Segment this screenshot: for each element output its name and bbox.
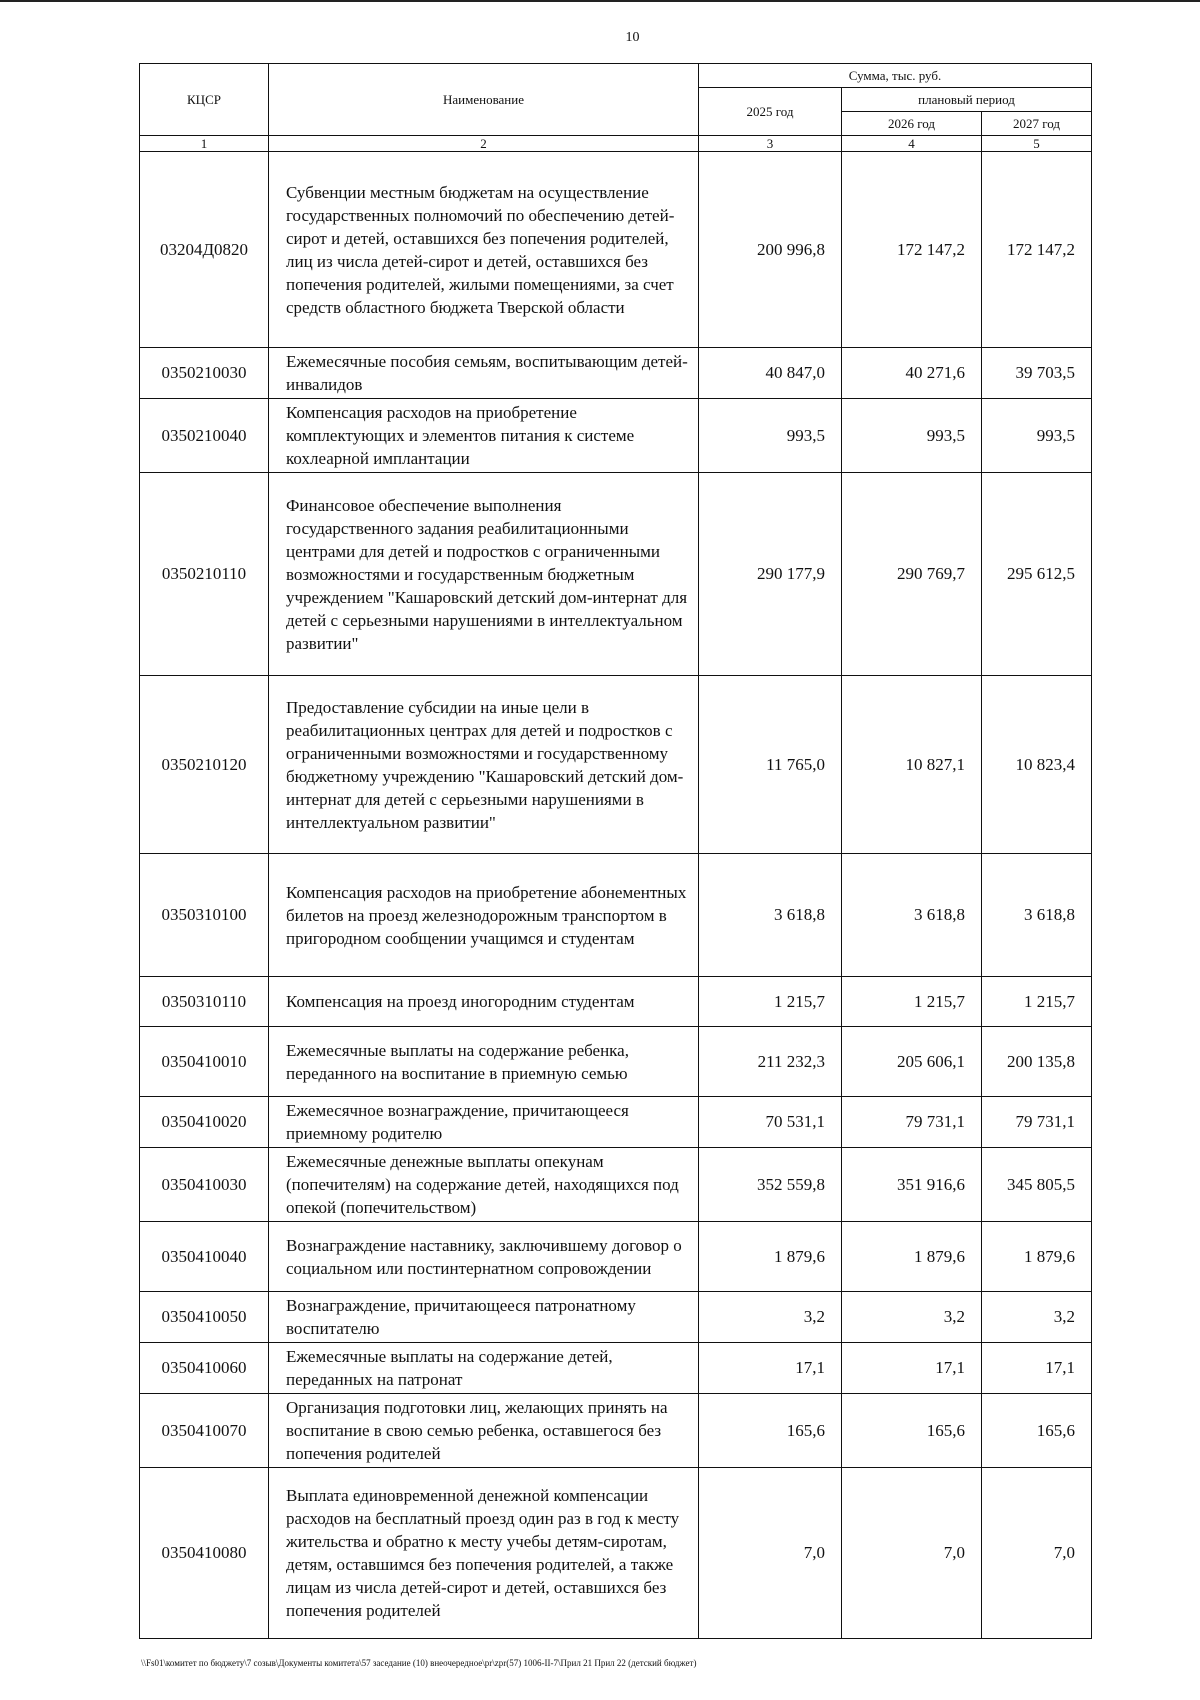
row-value-2025: 40 847,0 xyxy=(699,348,842,399)
row-name: Компенсация расходов на приобретение комплектующих и элементов питания к системе кохлеарной имплантации xyxy=(269,399,699,473)
row-value-2025: 290 177,9 xyxy=(699,473,842,676)
table-row xyxy=(140,348,1092,399)
row-value-2027: 10 823,4 xyxy=(982,676,1092,854)
row-name: Вознаграждение, причитающееся патронатному воспитателю xyxy=(269,1292,699,1343)
row-value-2027: 7,0 xyxy=(982,1468,1092,1639)
row-value-2026: 993,5 xyxy=(842,399,982,473)
row-value-2026: 3,2 xyxy=(842,1292,982,1343)
row-name: Компенсация расходов на приобретение абонементных билетов на проезд железнодорожным транспортом в пригородном сообщении учащимся и студентам xyxy=(269,854,699,977)
row-value-2025: 993,5 xyxy=(699,399,842,473)
header-year-2025: 2025 год xyxy=(699,88,842,136)
table-row xyxy=(140,854,1092,977)
table-row xyxy=(140,473,1092,676)
column-number: 3 xyxy=(699,136,842,152)
row-value-2027: 165,6 xyxy=(982,1394,1092,1468)
row-value-2025: 3,2 xyxy=(699,1292,842,1343)
table-row xyxy=(140,1394,1092,1468)
header-year-2026: 2026 год xyxy=(842,112,982,136)
row-code: 0350410030 xyxy=(140,1148,269,1222)
row-name: Вознаграждение наставнику, заключившему договор о социальном или постинтернатном сопровождении xyxy=(269,1222,699,1292)
table-row xyxy=(140,676,1092,854)
table-row xyxy=(140,152,1092,348)
row-value-2026: 1 879,6 xyxy=(842,1222,982,1292)
row-name: Ежемесячное вознаграждение, причитающееся приемному родителю xyxy=(269,1097,699,1148)
row-value-2026: 79 731,1 xyxy=(842,1097,982,1148)
row-value-2026: 17,1 xyxy=(842,1343,982,1394)
row-code: 03204Д0820 xyxy=(140,152,269,348)
table-row xyxy=(140,1097,1092,1148)
row-code: 0350210120 xyxy=(140,676,269,854)
row-value-2025: 11 765,0 xyxy=(699,676,842,854)
row-value-2026: 1 215,7 xyxy=(842,977,982,1027)
row-value-2025: 70 531,1 xyxy=(699,1097,842,1148)
row-value-2026: 205 606,1 xyxy=(842,1027,982,1097)
table-row xyxy=(140,977,1092,1027)
row-code: 0350310110 xyxy=(140,977,269,1027)
header-code: КЦСР xyxy=(140,64,269,136)
column-number: 5 xyxy=(982,136,1092,152)
row-value-2027: 1 879,6 xyxy=(982,1222,1092,1292)
row-value-2027: 295 612,5 xyxy=(982,473,1092,676)
budget-table xyxy=(139,63,1092,1639)
row-code: 0350410010 xyxy=(140,1027,269,1097)
row-code: 0350410070 xyxy=(140,1394,269,1468)
row-name: Ежемесячные выплаты на содержание детей, переданных на патронат xyxy=(269,1343,699,1394)
row-value-2025: 17,1 xyxy=(699,1343,842,1394)
row-code: 0350410040 xyxy=(140,1222,269,1292)
header-planned-period: плановый период xyxy=(842,88,1092,112)
column-number-row xyxy=(140,136,1092,152)
row-value-2027: 172 147,2 xyxy=(982,152,1092,348)
row-name: Ежемесячные пособия семьям, воспитывающим детей-инвалидов xyxy=(269,348,699,399)
row-value-2026: 10 827,1 xyxy=(842,676,982,854)
column-number: 1 xyxy=(140,136,269,152)
column-number: 4 xyxy=(842,136,982,152)
row-value-2027: 993,5 xyxy=(982,399,1092,473)
footer-file-path: \\Fs01\комитет по бюджету\7 созыв\Документы комитета\57 заседание (10) внеочередное\pr\zpr(57) 1006-II-7\Прил 21 Прил 22 (детский бюджет) xyxy=(141,1658,697,1668)
row-value-2027: 200 135,8 xyxy=(982,1027,1092,1097)
row-value-2026: 165,6 xyxy=(842,1394,982,1468)
header-year-2027: 2027 год xyxy=(982,112,1092,136)
row-value-2026: 290 769,7 xyxy=(842,473,982,676)
page-top-border xyxy=(0,0,1200,2)
page-number: 10 xyxy=(625,30,640,45)
row-code: 0350210110 xyxy=(140,473,269,676)
row-code: 0350410080 xyxy=(140,1468,269,1639)
row-code: 0350210040 xyxy=(140,399,269,473)
row-name: Выплата единовременной денежной компенсации расходов на бесплатный проезд один раз в год к месту жительства и обратно к месту учебы детям-сиротам, детям, оставшимся без попечения родителей, а также лицам из числа детей-сирот и детей, оставшихся без попечения родителей xyxy=(269,1468,699,1639)
column-number: 2 xyxy=(269,136,699,152)
row-name: Ежемесячные выплаты на содержание ребенка, переданного на воспитание в приемную семью xyxy=(269,1027,699,1097)
row-value-2026: 40 271,6 xyxy=(842,348,982,399)
table-row xyxy=(140,1468,1092,1639)
row-code: 0350410050 xyxy=(140,1292,269,1343)
table-row xyxy=(140,399,1092,473)
row-value-2025: 211 232,3 xyxy=(699,1027,842,1097)
row-value-2025: 1 879,6 xyxy=(699,1222,842,1292)
row-name: Компенсация на проезд иногородним студентам xyxy=(269,977,699,1027)
row-value-2025: 1 215,7 xyxy=(699,977,842,1027)
row-value-2027: 17,1 xyxy=(982,1343,1092,1394)
table-row xyxy=(140,1027,1092,1097)
row-value-2026: 3 618,8 xyxy=(842,854,982,977)
header-sum: Сумма, тыс. руб. xyxy=(699,64,1092,88)
row-code: 0350210030 xyxy=(140,348,269,399)
row-value-2026: 7,0 xyxy=(842,1468,982,1639)
header-name: Наименование xyxy=(269,64,699,136)
row-value-2025: 7,0 xyxy=(699,1468,842,1639)
table-row xyxy=(140,1292,1092,1343)
row-value-2027: 3 618,8 xyxy=(982,854,1092,977)
row-value-2025: 200 996,8 xyxy=(699,152,842,348)
row-value-2027: 3,2 xyxy=(982,1292,1092,1343)
row-value-2026: 351 916,6 xyxy=(842,1148,982,1222)
row-value-2027: 345 805,5 xyxy=(982,1148,1092,1222)
row-value-2027: 1 215,7 xyxy=(982,977,1092,1027)
row-value-2025: 3 618,8 xyxy=(699,854,842,977)
row-code: 0350410020 xyxy=(140,1097,269,1148)
row-name: Ежемесячные денежные выплаты опекунам (попечителям) на содержание детей, находящихся под опекой (попечительством) xyxy=(269,1148,699,1222)
table-row xyxy=(140,1148,1092,1222)
table-row xyxy=(140,1222,1092,1292)
row-value-2025: 165,6 xyxy=(699,1394,842,1468)
row-code: 0350410060 xyxy=(140,1343,269,1394)
row-name: Финансовое обеспечение выполнения государственного задания реабилитационными центрами для детей и подростков с ограниченными возможностями и государственным бюджетным учреждением "Кашаровский детский дом-интернат для детей с серьезными нарушениями в интеллектуальном развитии" xyxy=(269,473,699,676)
table-row xyxy=(140,1343,1092,1394)
row-name: Организация подготовки лиц, желающих принять на воспитание в свою семью ребенка, оставшегося без попечения родителей xyxy=(269,1394,699,1468)
row-name: Предоставление субсидии на иные цели в реабилитационных центрах для детей и подростков с ограниченными возможностями и государственному бюджетному учреждению "Кашаровский детский дом-интернат для детей с серьезными нарушениями в интеллектуальном развитии" xyxy=(269,676,699,854)
row-value-2026: 172 147,2 xyxy=(842,152,982,348)
row-value-2025: 352 559,8 xyxy=(699,1148,842,1222)
row-code: 0350310100 xyxy=(140,854,269,977)
row-name: Субвенции местным бюджетам на осуществление государственных полномочий по обеспечению детей-сирот и детей, оставшихся без попечения родителей, лиц из числа детей-сирот и детей, оставшихся без попечения родителей, жилыми помещениями, за счет средств областного бюджета Тверской области xyxy=(269,152,699,348)
row-value-2027: 79 731,1 xyxy=(982,1097,1092,1148)
row-value-2027: 39 703,5 xyxy=(982,348,1092,399)
